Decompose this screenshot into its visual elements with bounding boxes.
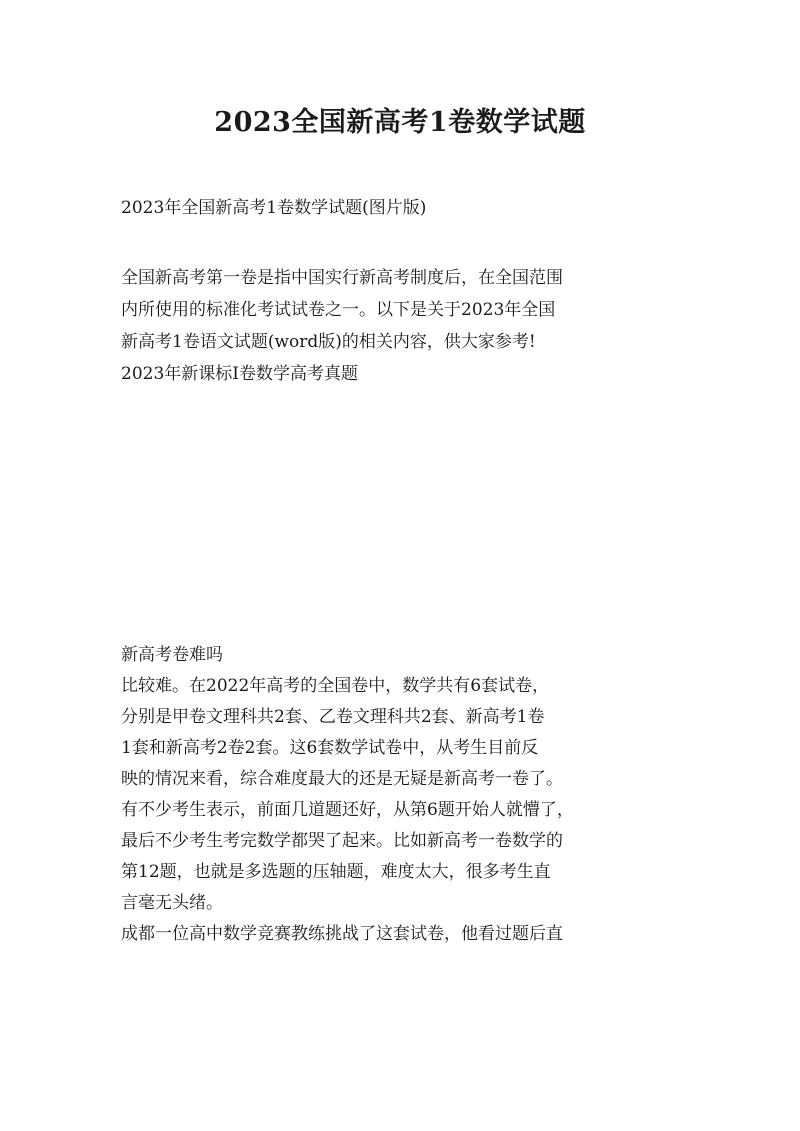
text-line: 内所使用的标准化考试试卷之一。以下是关于2023年全国: [121, 300, 556, 320]
text-line: 最后不少考生考完数学都哭了起来。比如新高考一卷数学的: [121, 831, 563, 851]
document-subtitle: 2023年全国新高考1卷数学试题(图片版): [121, 198, 427, 218]
text-line: 新高考1卷语文试题(word版)的相关内容，供大家参考!: [121, 332, 536, 352]
text-line: 分别是甲卷文理科共2套、乙卷文理科共2套、新高考1卷: [121, 707, 545, 727]
section-heading: 新高考卷难吗: [121, 645, 223, 665]
text-line: 有不少考生表示，前面几道题还好，从第6题开始人就懵了，: [121, 800, 574, 820]
intro-paragraph: [121, 262, 691, 390]
text-line: 映的情况来看，综合难度最大的还是无疑是新高考一卷了。: [121, 769, 563, 789]
difficulty-section: [121, 640, 691, 950]
text-line: 言毫无头绪。: [121, 893, 223, 913]
text-line: 比较难。在2022年高考的全国卷中，数学共有6套试卷，: [121, 676, 550, 696]
text-line: 1套和新高考2卷2套。这6套数学试卷中，从考生目前反: [121, 738, 539, 758]
page-title: 2023全国新高考1卷数学试题: [214, 107, 586, 138]
text-line: 第12题，也就是多选题的压轴题，难度太大，很多考生直: [121, 862, 551, 882]
text-line: 全国新高考第一卷是指中国实行新高考制度后，在全国范围: [121, 268, 563, 288]
text-line: 2023年新课标I卷数学高考真题: [121, 364, 358, 384]
text-line: 成都一位高中数学竞赛教练挑战了这套试卷，他看过题后直: [121, 924, 563, 944]
